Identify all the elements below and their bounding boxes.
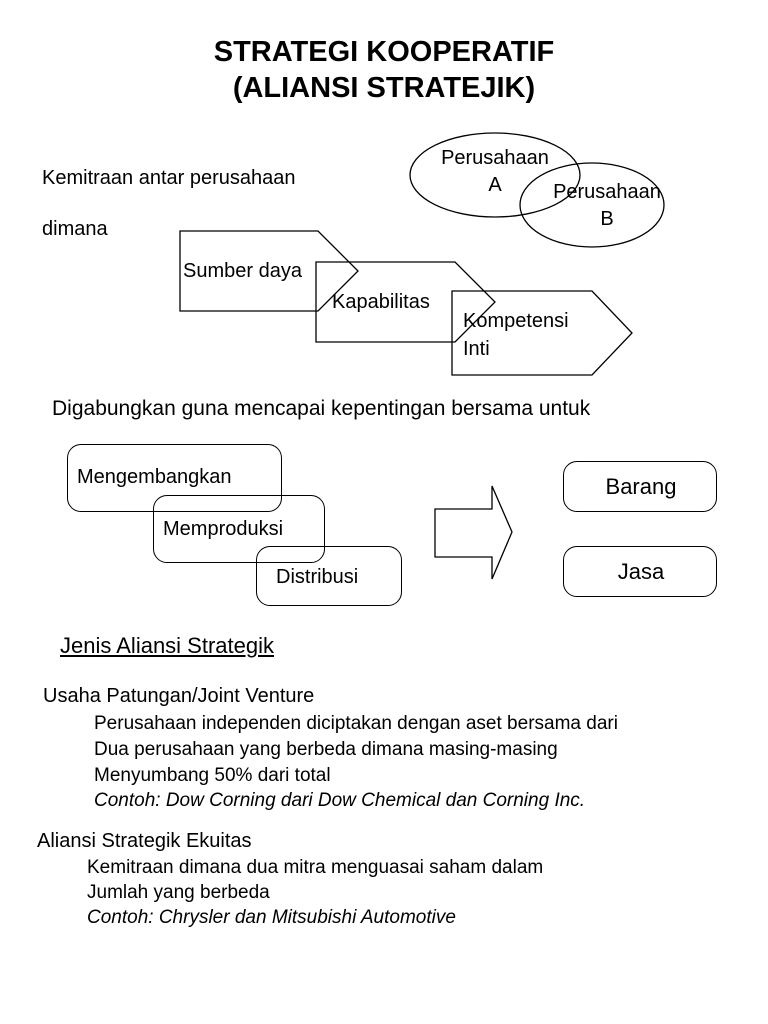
alliance-line: Dua perusahaan yang berbeda dimana masing-masing [94,739,558,760]
partner-b-label-line1: Perusahaan [553,181,661,203]
combined-text: Digabungkan guna mencapai kepentingan bersama untuk [52,397,591,420]
partner-a-label-line2: A [488,174,502,196]
partner-b-label-line2: B [600,208,614,230]
arrow-kompetensi-label-line2: Inti [463,338,490,360]
intro-line2: dimana [42,218,108,240]
alliance-line: Perusahaan independen diciptakan dengan aset bersama dari [94,713,618,734]
activity-label: Mengembangkan [77,466,232,488]
alliance-line: Kemitraan dimana dua mitra menguasai saham dalam [87,857,544,878]
arrow-sumber-daya-label: Sumber daya [183,260,302,282]
alliance-heading: Usaha Patungan/Joint Venture [43,685,315,707]
activity-box-distribusi [256,546,402,606]
alliance-heading: Aliansi Strategik Ekuitas [37,830,252,852]
alliance-line: Menyumbang 50% dari total [94,765,331,786]
alliance-example: Contoh: Chrysler dan Mitsubishi Automotive [87,907,456,928]
output-label: Jasa [617,559,665,584]
arrow-kapabilitas-label: Kapabilitas [332,291,430,313]
section-heading: Jenis Aliansi Strategik [60,633,274,658]
intro-line1: Kemitraan antar perusahaan [42,167,296,189]
output-box-barang [563,461,717,512]
output-label: Barang [605,474,677,499]
page-title-line1: STRATEGI KOOPERATIF [213,36,555,68]
activity-label: Memproduksi [163,518,284,540]
block-arrow-right [435,486,512,579]
alliance-line: Jumlah yang berbeda [87,882,270,903]
output-box-jasa [563,546,717,597]
activity-label: Distribusi [276,566,359,588]
arrow-kompetensi-label-line1: Kompetensi [463,310,569,332]
alliance-example: Contoh: Dow Corning dari Dow Chemical dan Corning Inc. [94,790,586,811]
partner-a-label-line1: Perusahaan [441,147,549,169]
page-title-line2: (ALIANSI STRATEJIK) [232,72,536,104]
